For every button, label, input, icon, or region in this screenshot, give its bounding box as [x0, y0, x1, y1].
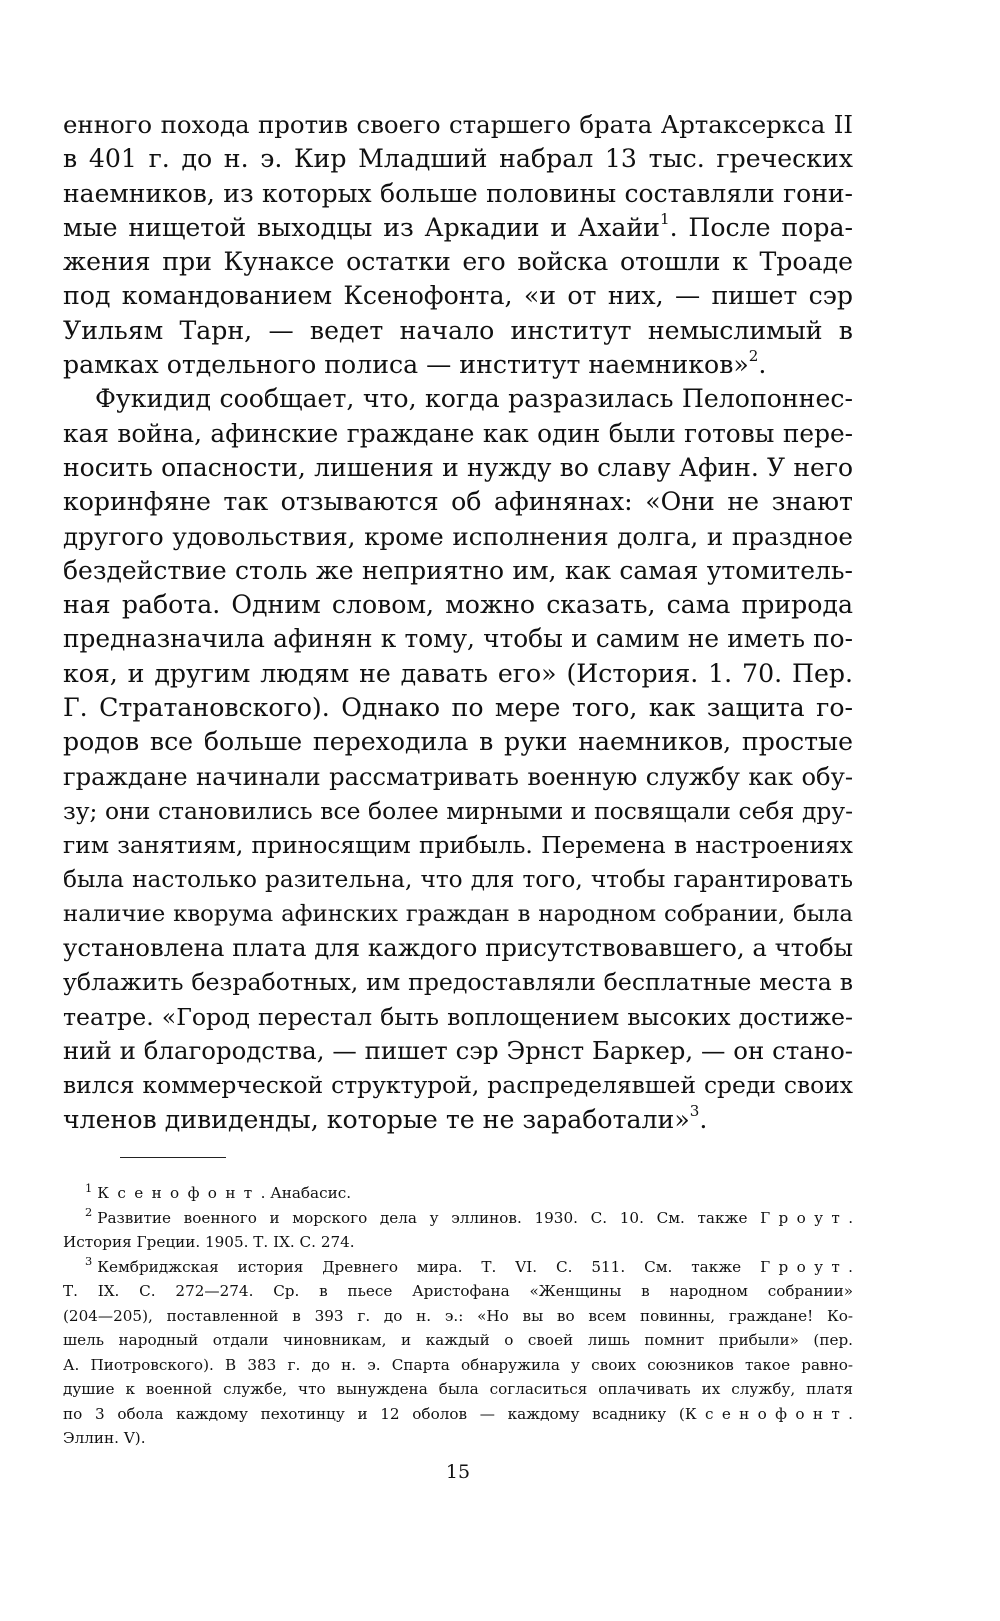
text-line: в 401 г. до н. э. Кир Младший набрал 13 тыс. греческих	[63, 144, 853, 174]
footnote-line	[63, 1402, 853, 1427]
text-line-part: . После пора-	[669, 212, 853, 242]
footnote-2	[63, 1206, 853, 1231]
footnote-line: шель народный отдали чиновникам, и каждый о своей лишь помнит прибыли» (пер.	[63, 1331, 853, 1349]
footnote-number: 3	[85, 1254, 93, 1269]
footnote-mark-2: 2	[748, 346, 759, 365]
footnote-text: Развитие военного и морского дела у эллинов. 1930. С. 10. См. также	[97, 1208, 748, 1227]
text-line	[63, 211, 853, 245]
footnote-mark-3: 3	[689, 1101, 700, 1120]
text-line-part: рамках отдельного полиса — институт наемников»	[63, 350, 749, 380]
text-line: вился коммерческой структурой, распределявшей среди своих	[63, 1071, 853, 1100]
text-line: Г. Стратановского). Однако по мере того, как защита го-	[63, 693, 853, 723]
text-line: бездействие столь же неприятно им, как самая утомитель-	[63, 555, 853, 585]
text-line: гим занятиям, приносящим прибыль. Перемена в настроениях	[63, 831, 853, 860]
text-line: родов все больше переходила в руки наемников, простые	[63, 727, 853, 757]
footnote-3	[63, 1255, 853, 1280]
text-line: наемников, из которых больше половины составляли гони-	[63, 178, 853, 208]
text-line: жения при Кунаксе остатки его войска отошли к Троаде	[63, 247, 853, 277]
text-line: предназначила афинян к тому, чтобы и самим не иметь по-	[63, 624, 853, 654]
paragraph-first-line: Фукидид сообщает, что, когда разразилась Пелопоннес-	[95, 384, 853, 414]
footnote-text: .	[848, 1257, 853, 1276]
text-line: ная работа. Одним словом, можно сказать, сама природа	[63, 590, 853, 620]
text-line-part: мые нищетой выходцы из Аркадии и Ахайи	[63, 212, 660, 242]
text-line	[63, 1103, 853, 1137]
text-line: под командованием Ксенофонта, «и от них, — пишет сэр	[63, 281, 853, 311]
footnote-mark-1: 1	[659, 209, 670, 228]
footnote-line: душие к военной службе, что вынуждена была согласиться оплачивать их службу, платя	[63, 1380, 853, 1398]
footnote-text: .	[848, 1208, 854, 1227]
footnote-number: 1	[85, 1180, 93, 1195]
text-line: Уильям Тарн, — ведет начало институт немыслимый в	[63, 315, 853, 345]
text-line: ний и благородства, — пишет сэр Эрнст Баркер, — он стано-	[63, 1036, 853, 1066]
footnotes	[63, 1181, 853, 1451]
text-line: граждане начинали рассматривать военную службу как обу-	[63, 762, 853, 791]
text-line: зу; они становились все более мирными и посвящали себя дру-	[63, 796, 853, 825]
text-line: была настолько разительна, что для того, чтобы гарантировать	[63, 865, 853, 893]
footnote-line: История Греции. 1905. Т. IX. С. 274.	[63, 1233, 355, 1251]
text-line: коринфяне так отзываются об афинянах: «Они не знают	[63, 487, 853, 517]
footnote-text: по 3 обола каждому пехотинцу и 12 оболов — каждому всаднику (	[63, 1404, 685, 1423]
footnote-author: Ксенофонт	[97, 1184, 261, 1202]
footnote-text: .	[848, 1404, 853, 1423]
footnote-line: (204—205), поставленной в 393 г. до н. э.: «Но вы во всем повинны, граждане! Ко-	[63, 1306, 853, 1325]
main-text	[63, 108, 853, 1137]
text-line	[63, 348, 853, 382]
text-line: наличие кворума афинских граждан в народном собрании, была	[63, 900, 853, 927]
page-number: 15	[445, 1461, 471, 1483]
text-line-part: .	[758, 350, 767, 380]
text-line: коя, и другим людям не давать его» (История. 1. 70. Пер.	[63, 658, 853, 688]
footnote-line: А. Пиотровского). В 383 г. до н. э. Спарта обнаружила у своих союзников такое равно-	[63, 1355, 853, 1374]
text-line: другого удовольствия, кроме исполнения долга, и праздное	[63, 521, 853, 551]
text-line: ублажить безработных, им предоставляли бесплатные места в	[63, 968, 853, 997]
footnote-1	[63, 1181, 853, 1206]
footnote-line: Эллин. V).	[63, 1429, 146, 1447]
footnote-divider	[120, 1157, 226, 1158]
text-line: кая война, афинские граждане как один были готовы пере-	[63, 418, 853, 448]
footnote-author: Гроут	[760, 1257, 849, 1276]
footnote-author: Гроут	[760, 1208, 849, 1227]
text-line: енного похода против своего старшего брата Артаксеркса II	[63, 110, 853, 139]
text-line: театре. «Город перестал быть воплощением высоких достиже-	[63, 1002, 853, 1031]
footnote-text: Кембриджская история Древнего мира. Т. VI. С. 511. См. также	[97, 1257, 742, 1276]
footnote-number: 2	[85, 1205, 93, 1220]
text-line: носить опасности, лишения и нужду во славу Афин. У него	[63, 452, 853, 482]
footnote-line: Т. IX. С. 272—274. Ср. в пьесе Аристофана «Женщины в народном собрании»	[63, 1282, 853, 1300]
text-line-part: членов дивиденды, которые те не заработали»	[63, 1104, 690, 1134]
footnote-text: . Анабасис.	[260, 1184, 352, 1202]
footnote-author: Ксенофонт	[684, 1404, 849, 1423]
text-line: установлена плата для каждого присутствовавшего, а чтобы	[63, 933, 854, 963]
text-line-part: .	[699, 1104, 708, 1134]
